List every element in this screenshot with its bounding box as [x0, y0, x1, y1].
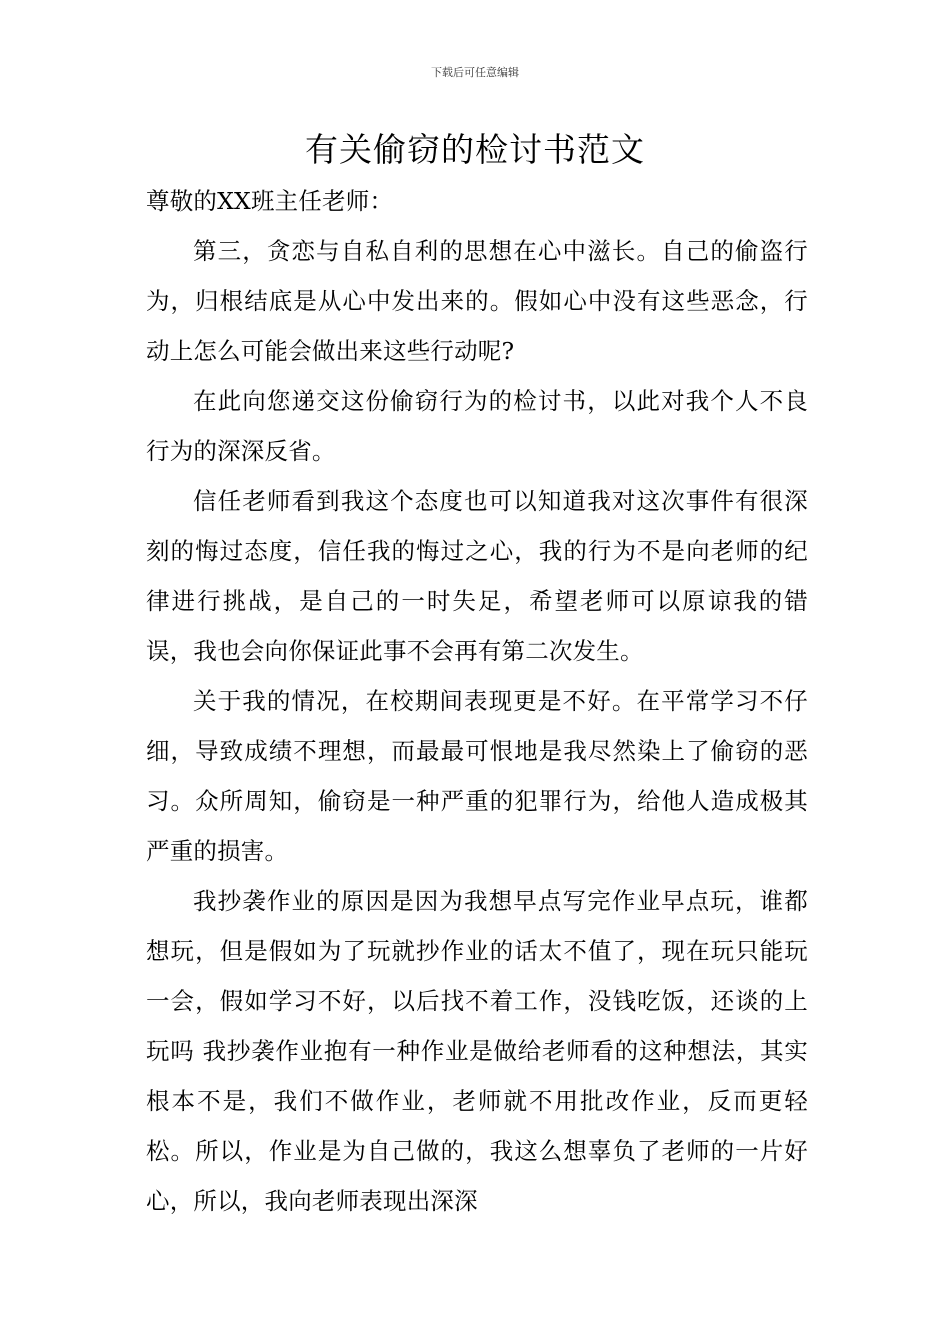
paragraph-5: 我抄袭作业的原因是因为我想早点写完作业早点玩，谁都想玩，但是假如为了玩就抄作业的话太不值了，现在玩只能玩一会，假如学习不好，以后找不着工作，没钱吃饭，还谈的上玩吗 我抄袭作业抱有一种作业是做给老师看的这种想法，其实根本不是，我们不做作业，老师就不用批改作业，反而更轻松。所以，作业是为自己做的，我这么想辜负了老师的一片好心，所以，我向老师表现出深深 [146, 887, 808, 1215]
paragraph-3: 信任老师看到我这个态度也可以知道我对这次事件有很深刻的悔过态度，信任我的悔过之心，我的行为不是向老师的纪律进行挑战，是自己的一时失足，希望老师可以原谅我的错误，我也会向你保证此事不会再有第二次发生。 [146, 487, 808, 665]
header-note: 下载后可任意编辑 [431, 66, 519, 79]
document-body [146, 176, 808, 1226]
salutation: 尊敬的XX班主任老师： [146, 187, 394, 215]
paragraph-1: 第三，贪恋与自私自利的思想在心中滋长。自己的偷盗行为，归根结底是从心中发出来的。假如心中没有这些恶念，行动上怎么可能会做出来这些行动呢? [146, 237, 808, 365]
paragraph-4: 关于我的情况，在校期间表现更是不好。在平常学习不仔细，导致成绩不理想，而最最可恨地是我尽然染上了偷窃的恶习。众所周知，偷窃是一种严重的犯罪行为，给他人造成极其严重的损害。 [146, 687, 808, 865]
paragraph-2: 在此向您递交这份偷窃行为的检讨书，以此对我个人不良行为的深深反省。 [146, 387, 808, 465]
document-title: 有关偷窃的检讨书范文 [305, 130, 645, 169]
